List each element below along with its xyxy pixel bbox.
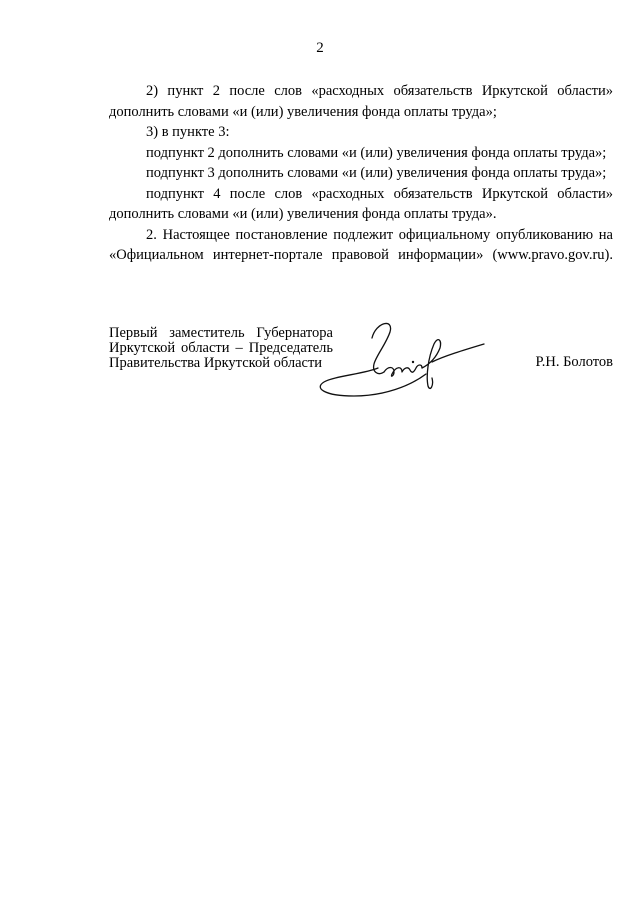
signer-position — [109, 326, 333, 371]
signer-position-line-1: Первый заместитель Губернатора — [109, 325, 333, 341]
document-body — [109, 81, 613, 266]
signer-position-line-2: Иркутской области – Председатель — [109, 340, 333, 356]
paragraph-subpoint-4: подпункт 4 после слов «расходных обязательств Иркутской области» дополнить словами «и (или) увеличения фонда оплаты труда». — [109, 185, 613, 222]
paragraph-subpoint-3: подпункт 3 дополнить словами «и (или) увеличения фонда оплаты труда»; — [146, 165, 607, 181]
handwritten-signature — [314, 314, 494, 404]
signer-position-line-3: Правительства Иркутской области — [109, 355, 323, 371]
signer-name: Р.Н. Болотов — [535, 354, 613, 370]
page-number: 2 — [316, 40, 324, 56]
paragraph-item-2: 2) пункт 2 после слов «расходных обязательств Иркутской области» дополнить словами «и (или) увеличения фонда оплаты труда»; — [109, 83, 613, 120]
paragraph-subpoint-2: подпункт 2 дополнить словами «и (или) увеличения фонда оплаты труда»; — [146, 144, 607, 161]
signature-dot — [412, 361, 414, 363]
paragraph-item-3-header: 3) в пункте 3: — [146, 124, 230, 140]
paragraph-publication: 2. Настоящее постановление подлежит официальному опубликованию на «Официальном интернет-портале правовой информации» (www.pravo.gov.ru). — [109, 226, 613, 263]
signature-block — [109, 326, 613, 406]
